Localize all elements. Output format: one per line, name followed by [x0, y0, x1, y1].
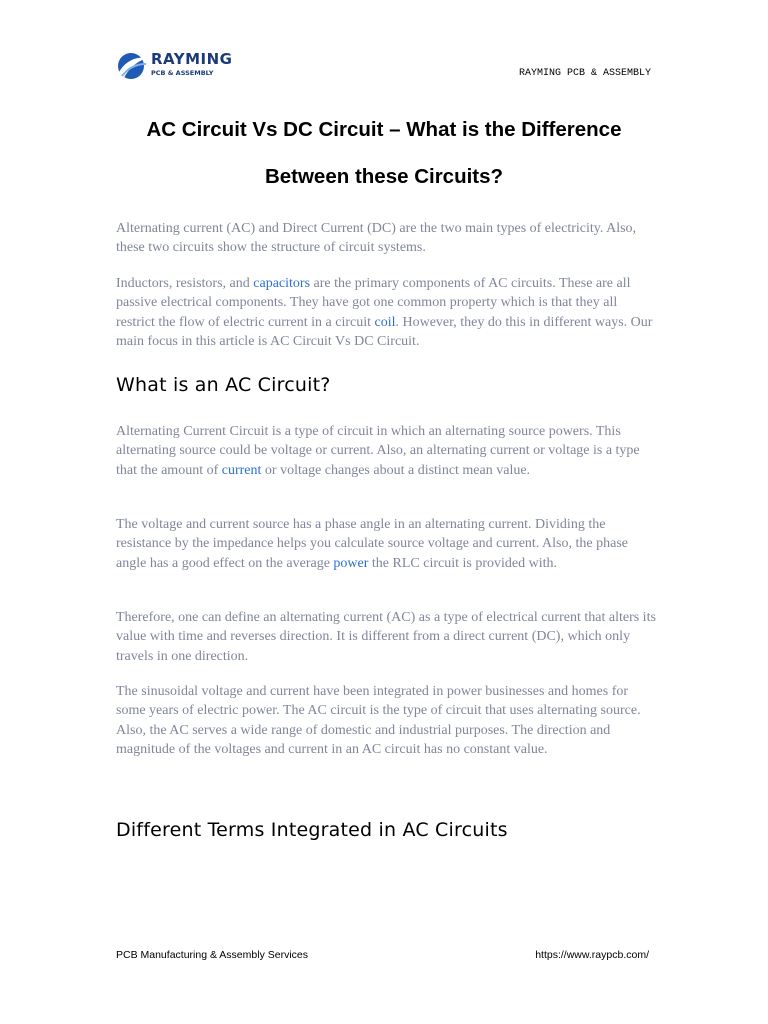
logo-swirl-icon: [116, 50, 150, 82]
current-link[interactable]: current: [221, 462, 262, 478]
section-heading-ac-circuit: What is an AC Circuit?: [116, 374, 331, 396]
page-title-line-1: AC Circuit Vs DC Circuit – What is the Difference: [146, 118, 622, 141]
section1-paragraph-1: Alternating Current Circuit is a type of circuit in which an alternating source powers. This alternating source could be voltage or current. Also, an alternating current or voltage is a type that the amount of current or voltage changes about a distinct mean value.: [116, 424, 640, 478]
capacitors-link[interactable]: capacitors: [253, 276, 311, 291]
section-heading-different-terms: Different Terms Integrated in AC Circuits: [116, 819, 508, 841]
intro-paragraph-1: Alternating current (AC) and Direct Current (DC) are the two main types of electricity. Also, these two circuits show the structure of circuit systems.: [116, 221, 637, 256]
section1-paragraph-2: The voltage and current source has a phase angle in an alternating current. Dividing the resistance by the impedance helps you calculate source voltage and current. Also, the phase angle has a good effect on the average power the RLC circuit is provided with.: [116, 517, 628, 571]
header-company-name: RAYMING PCB & ASSEMBLY: [518, 68, 651, 79]
footer-services: PCB Manufacturing & Assembly Services: [116, 949, 308, 961]
intro-paragraph-2: Inductors, resistors, and capacitors are the primary components of AC circuits. These are all passive electrical components. They have got one common property which is that they all restrict the flow of electric current in a circuit coil. However, they do this in different ways. Our main focus in this article is AC Circuit Vs DC Circuit.: [116, 276, 653, 349]
page-title-line-2: Between these Circuits?: [264, 165, 504, 188]
power-link[interactable]: power: [333, 555, 369, 571]
footer-url[interactable]: https://www.raypcb.com/: [535, 949, 649, 961]
section1-paragraph-3: Therefore, one can define an alternating current (AC) as a type of electrical current that alters its value with time and reverses direction. It is different from a direct current (DC), which only travels in one direction.: [116, 610, 656, 664]
coil-link[interactable]: coil: [374, 314, 396, 330]
section1-paragraph-4: The sinusoidal voltage and current have been integrated in power businesses and homes for some years of electric power. The AC circuit is the type of circuit that uses alternating source. Also, the AC serves a wide range of domestic and industrial purposes. The direction and magnitude of the voltages and current in an AC circuit has no constant value.: [116, 684, 641, 757]
logo-name: RAYMING: [151, 50, 233, 68]
logo-tagline: PCB & ASSEMBLY: [151, 69, 214, 77]
